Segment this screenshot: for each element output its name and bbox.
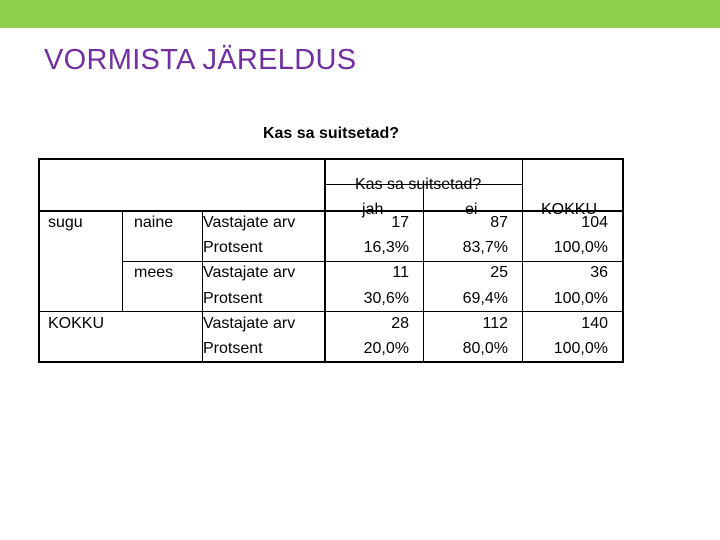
value-cell: 11 [392,264,409,281]
value-cell: 69,4% [462,290,508,307]
value-cell: 87 [490,214,508,231]
top-accent-bar [0,0,720,28]
row-group-label: sugu [48,214,83,231]
value-cell: 100,0% [553,290,608,307]
value-cell: 20,0% [363,340,409,357]
value-cell: 25 [490,264,508,281]
crosstab-table [38,158,624,363]
value-cell: 83,7% [462,239,508,256]
column-header-kokku: KOKKU [541,201,598,218]
row-sub-label: mees [134,264,174,281]
col-rule-kokku [522,160,523,361]
value-cell: 100,0% [553,340,608,357]
col-rule-sub [122,210,123,311]
value-cell: 100,0% [553,239,608,256]
column-header-ei: ei [465,201,478,218]
value-cell: 16,3% [363,239,409,256]
row-measure-label: Protsent [203,239,263,256]
row-measure-label: Protsent [203,290,263,307]
slide-title: VORMISTA JÄRELDUS [44,44,357,76]
col-rule-data [324,160,326,361]
row-sub-label: naine [134,214,174,231]
row-measure-label: Vastajate arv [203,264,296,281]
row-measure-label: Protsent [203,340,263,357]
column-group-label: Kas sa suitsetad? [355,176,482,193]
row-rule-mees [122,261,622,262]
header-rule [40,210,622,212]
value-cell: 104 [581,214,608,231]
column-header-jah: jah [362,201,384,218]
value-cell: 36 [590,264,608,281]
value-cell: 28 [391,315,409,332]
value-cell: 112 [482,315,508,332]
value-cell: 30,6% [363,290,409,307]
row-measure-label: Vastajate arv [203,315,296,332]
row-group-label: KOKKU [48,315,105,332]
value-cell: 80,0% [462,340,508,357]
value-cell: 140 [581,315,608,332]
value-cell: 17 [391,214,409,231]
row-rule-kokku [40,311,622,312]
col-rule-ei [423,185,424,361]
col-rule-measure [202,210,203,361]
row-measure-label: Vastajate arv [203,214,296,231]
table-title: Kas sa suitsetad? [262,125,400,142]
